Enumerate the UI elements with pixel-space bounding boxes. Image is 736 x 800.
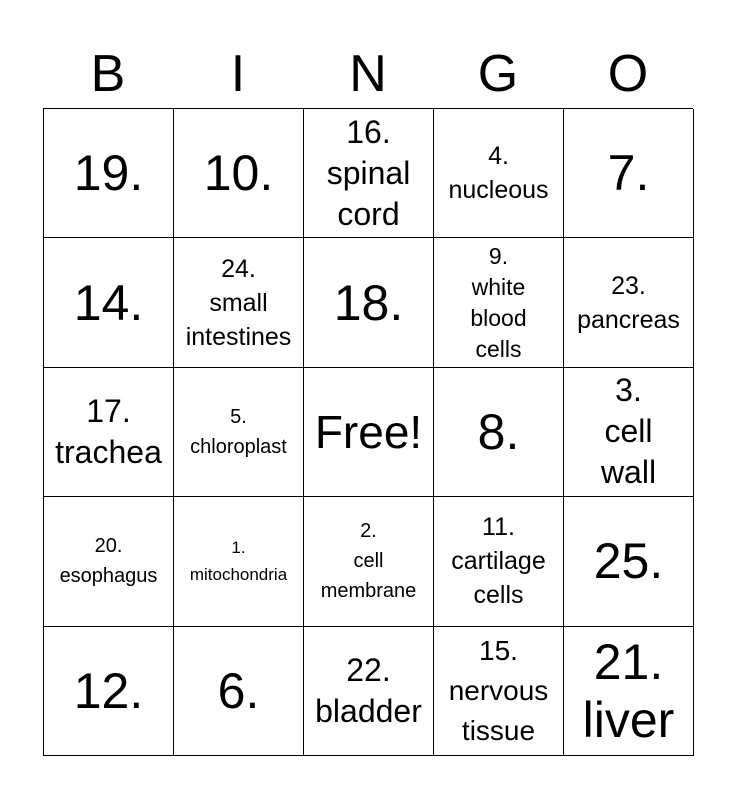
cell-text: 14. <box>73 274 144 331</box>
bingo-cell <box>44 627 174 756</box>
bingo-grid <box>43 108 693 756</box>
bingo-cell <box>44 368 174 497</box>
cell-text: 15. <box>479 634 518 666</box>
bingo-cell <box>304 238 434 367</box>
cell-text: 5. <box>230 405 247 428</box>
bingo-cell <box>174 368 304 497</box>
cell-text: nucleous <box>448 176 549 205</box>
cell-text: trachea <box>55 433 162 470</box>
cell-text: blood <box>470 304 527 331</box>
cell-text: Free! <box>314 405 423 458</box>
bingo-cell <box>174 497 304 626</box>
bingo-cell <box>434 109 564 238</box>
cell-text: mitochondria <box>189 565 288 585</box>
header-letter-i: I <box>230 45 246 103</box>
cell-text: membrane <box>320 580 417 603</box>
cell-text: 11. <box>482 513 515 542</box>
bingo-cell <box>174 109 304 238</box>
bingo-cell <box>434 497 564 626</box>
bingo-cell <box>44 238 174 367</box>
cell-text: 10. <box>203 145 274 202</box>
cell-text: cartilage <box>451 547 546 576</box>
bingo-cell <box>304 109 434 238</box>
bingo-cell <box>564 109 694 238</box>
bingo-cell <box>304 497 434 626</box>
cell-text: chloroplast <box>190 435 287 458</box>
bingo-header <box>43 40 693 108</box>
bingo-cell <box>434 238 564 367</box>
cell-text: white <box>471 273 526 300</box>
cell-text: pancreas <box>577 305 680 334</box>
cell-text: 22. <box>346 651 391 688</box>
cell-text: 19. <box>73 145 144 202</box>
cell-text: 1. <box>231 538 246 558</box>
cell-text: cord <box>337 195 400 232</box>
cell-text: small <box>209 288 268 317</box>
cell-text: bladder <box>315 692 422 729</box>
cell-text: intestines <box>185 322 292 351</box>
bingo-cell <box>174 627 304 756</box>
cell-text: 8. <box>477 403 520 460</box>
cell-text: 20. <box>94 535 123 558</box>
bingo-cell <box>304 627 434 756</box>
bingo-cell <box>564 497 694 626</box>
bingo-cell <box>44 109 174 238</box>
cell-text: 2. <box>360 520 377 543</box>
header-letter-o: O <box>607 45 649 103</box>
cell-text: wall <box>600 454 657 491</box>
cell-text: cells <box>475 335 522 362</box>
cell-text: cell <box>604 413 653 450</box>
cell-text: 18. <box>333 274 404 331</box>
bingo-cell <box>434 368 564 497</box>
cell-text: 3. <box>615 372 642 409</box>
bingo-cell <box>564 627 694 756</box>
bingo-cell <box>44 497 174 626</box>
cell-text: 12. <box>73 662 144 719</box>
cell-text: 7. <box>607 145 650 202</box>
cell-text: 21. <box>593 633 664 690</box>
cell-text: cell <box>353 550 384 573</box>
cell-text: 17. <box>86 392 131 429</box>
cell-text: tissue <box>461 714 536 746</box>
cell-text: 4. <box>488 142 509 171</box>
cell-text: 23. <box>611 271 646 300</box>
cell-text: cells <box>473 581 524 610</box>
cell-text: spinal <box>326 154 411 191</box>
cell-text: nervous <box>448 674 549 706</box>
cell-text: 16. <box>346 113 391 150</box>
bingo-cell <box>174 238 304 367</box>
free-cell <box>304 368 434 497</box>
cell-text: esophagus <box>59 565 158 588</box>
header-letter-n: N <box>349 45 387 103</box>
bingo-cell <box>434 627 564 756</box>
cell-text: 25. <box>593 533 664 590</box>
cell-text: 24. <box>221 254 256 283</box>
cell-text: 6. <box>217 662 260 719</box>
cell-text: 9. <box>488 242 509 269</box>
cell-text: liver <box>582 691 675 748</box>
bingo-cell <box>564 368 694 497</box>
bingo-cell <box>564 238 694 367</box>
header-letter-g: G <box>477 45 519 103</box>
header-letter-b: B <box>90 45 126 103</box>
